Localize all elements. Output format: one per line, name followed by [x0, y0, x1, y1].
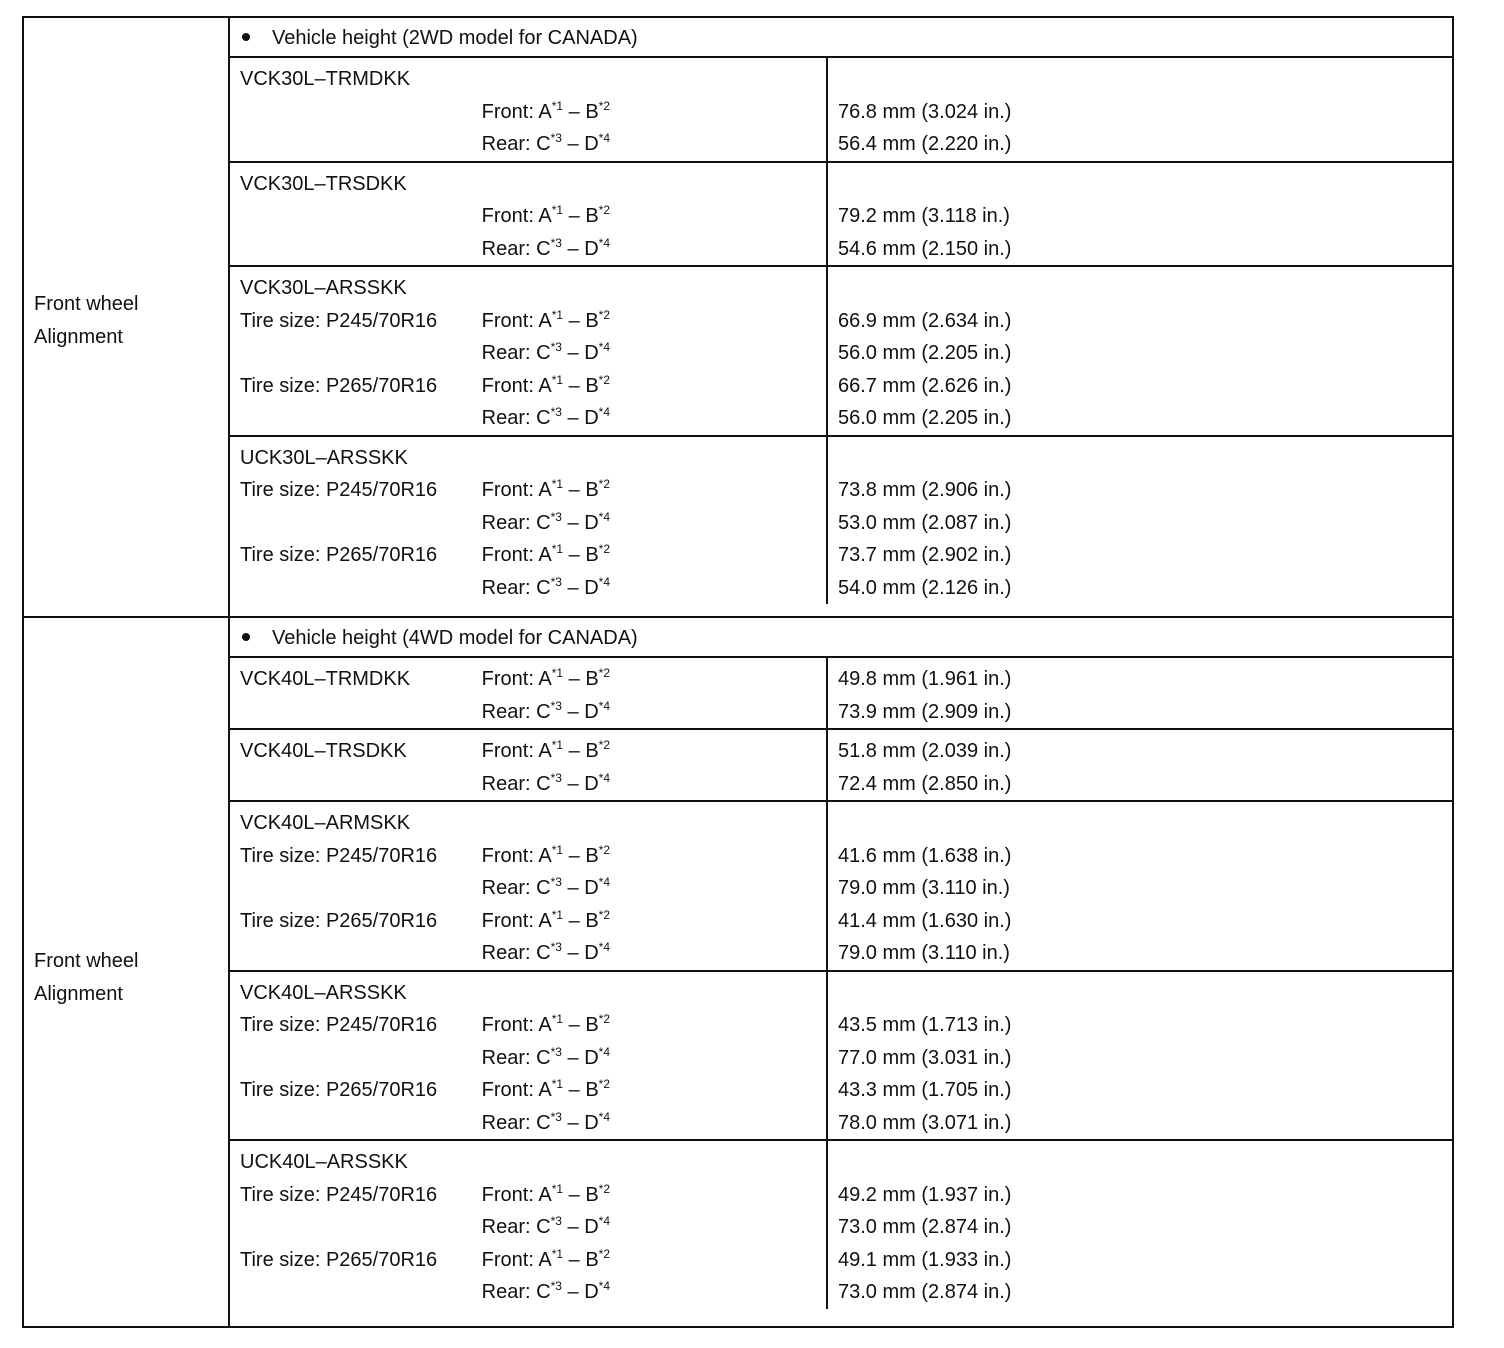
ref-point: B: [585, 740, 599, 762]
ref-point: D: [584, 877, 599, 899]
model-code: UCK40L–ARSSKK: [240, 1151, 408, 1173]
footnote-ref: *3: [550, 574, 562, 589]
spec-row: [230, 305, 1452, 338]
height-value: 79.0 mm (3.110 in.): [838, 877, 1010, 899]
height-value: 53.0 mm (2.087 in.): [838, 511, 1012, 534]
ref-point: C: [536, 700, 551, 723]
footnote-ref: *2: [598, 907, 610, 922]
label-line: Front wheel: [34, 950, 139, 972]
footnote-ref: *4: [598, 405, 610, 419]
measure-point: Front: $A^{*1} - B^{*2}$: [481, 203, 610, 227]
tire-size: Tire size: P245/70R16: [240, 1183, 438, 1206]
footnote-ref: *2: [598, 542, 610, 556]
position-name: Front: [481, 740, 529, 762]
measure-point: Front: $A^{*1} - B^{*2}$: [481, 1246, 610, 1271]
ref-point: A: [538, 668, 552, 690]
position-name: Front: [481, 1079, 529, 1101]
ref-point: C: [536, 1216, 551, 1238]
height-value: 73.0 mm (2.874 in.): [838, 1281, 1012, 1303]
bullet-icon: [242, 33, 250, 41]
measure-point: Rear: $C^{*3} - D^{*4}$: [481, 770, 610, 795]
ref-point: B: [585, 844, 599, 867]
footnote-ref: *3: [550, 1279, 562, 1293]
ref-point: A: [538, 479, 552, 501]
footnote-ref: *1: [551, 307, 564, 322]
ref-point: C: [536, 576, 551, 599]
label-line: Alignment: [34, 326, 123, 348]
model-block: [230, 267, 1452, 437]
ref-point: D: [584, 772, 599, 795]
height-value: 41.6 mm (1.638 in.): [838, 844, 1012, 867]
footnote-ref: *3: [550, 875, 562, 889]
footnote-ref: *1: [551, 1246, 564, 1261]
footnote-ref: *2: [598, 1077, 610, 1091]
footnote-ref: *2: [598, 203, 610, 217]
footnote-ref: *2: [598, 372, 610, 387]
model-row: [230, 63, 1452, 96]
footnote-ref: *3: [550, 405, 562, 419]
ref-point: B: [585, 479, 599, 501]
height-value: 49.2 mm (1.937 in.): [838, 1183, 1012, 1206]
ref-point: A: [538, 909, 552, 932]
model-code: VCK40L–TRSDKK: [240, 740, 407, 762]
ref-point: A: [538, 844, 552, 867]
height-value: 73.9 mm (2.909 in.): [838, 700, 1012, 723]
footnote-ref: *4: [598, 1109, 610, 1124]
spec-row: [230, 370, 1452, 403]
footnote-ref: *4: [598, 1214, 610, 1228]
position-name: Rear: [481, 1046, 526, 1069]
ref-point: A: [538, 740, 552, 762]
footnote-ref: *1: [551, 98, 564, 113]
footnote-ref: *3: [550, 235, 562, 250]
ref-point: B: [585, 100, 599, 123]
footnote-ref: *1: [551, 1077, 564, 1091]
model-row: [230, 272, 1452, 305]
ref-point: B: [585, 909, 599, 932]
model-row: [230, 442, 1452, 475]
bullet-icon: [242, 633, 250, 641]
position-name: Front: [481, 309, 529, 332]
footnote-ref: *3: [550, 1109, 562, 1124]
section-header-text: Vehicle height (2WD model for CANADA): [272, 27, 638, 49]
ref-point: D: [584, 407, 599, 429]
spec-row: [230, 200, 1452, 233]
tire-size: Tire size: P265/70R16: [240, 374, 438, 397]
measure-point: Rear: $C^{*3} - D^{*4}$: [481, 574, 610, 599]
ref-point: B: [585, 1248, 599, 1271]
ref-point: A: [538, 374, 552, 397]
height-value: 41.4 mm (1.630 in.): [838, 909, 1012, 932]
ref-point: D: [584, 942, 599, 964]
ref-point: C: [536, 511, 551, 534]
footnote-ref: *4: [598, 574, 610, 589]
section-2wd: [22, 16, 1454, 618]
footnote-ref: *1: [551, 666, 564, 680]
spec-row: [230, 1009, 1452, 1042]
height-value: 56.4 mm (2.220 in.): [838, 133, 1012, 155]
height-value: 76.8 mm (3.024 in.): [838, 100, 1012, 123]
position-name: Rear: [481, 942, 526, 964]
measure-point: Front: $A^{*1} - B^{*2}$: [481, 738, 610, 762]
spec-row: [230, 96, 1452, 129]
footnote-ref: *4: [598, 770, 610, 785]
tire-size: Tire size: P245/70R16: [240, 309, 438, 332]
model-row: [230, 807, 1452, 840]
footnote-ref: *1: [551, 1012, 564, 1026]
position-name: Rear: [481, 407, 526, 429]
spec-row: [230, 1042, 1452, 1075]
spec-row: [230, 1074, 1452, 1107]
footnote-ref: *4: [598, 509, 610, 524]
ref-point: A: [538, 100, 552, 123]
footnote-ref: *2: [598, 307, 610, 322]
position-name: Front: [481, 844, 529, 867]
model-code: UCK30L–ARSSKK: [240, 446, 408, 469]
footnote-ref: *2: [598, 666, 610, 680]
ref-point: A: [538, 1079, 552, 1101]
spec-row: [230, 905, 1452, 938]
position-name: Front: [481, 205, 529, 227]
height-value: 78.0 mm (3.071 in.): [838, 1111, 1012, 1134]
spec-row: [230, 572, 1452, 605]
position-name: Rear: [481, 700, 526, 723]
model-row: [230, 168, 1452, 201]
footnote-ref: *1: [551, 203, 564, 217]
position-name: Rear: [481, 511, 526, 534]
ref-point: D: [584, 133, 599, 155]
tire-size: Tire size: P265/70R16: [240, 1079, 438, 1101]
spec-row: [230, 128, 1452, 161]
height-value: 79.0 mm (3.110 in.): [838, 942, 1010, 964]
spec-row: [230, 402, 1452, 435]
height-value: 56.0 mm (2.205 in.): [838, 342, 1012, 364]
ref-point: A: [538, 309, 552, 332]
footnote-ref: *2: [598, 1181, 610, 1196]
spec-row: [230, 474, 1452, 507]
measure-point: Rear: $C^{*3} - D^{*4}$: [481, 940, 610, 964]
footnote-ref: *3: [550, 131, 562, 145]
measure-point: Rear: $C^{*3} - D^{*4}$: [481, 1214, 610, 1238]
position-name: Rear: [481, 1216, 526, 1238]
spec-row: [230, 768, 1452, 801]
measure-point: Rear: $C^{*3} - D^{*4}$: [481, 875, 610, 899]
measure-point: Front: $A^{*1} - B^{*2}$: [481, 907, 610, 932]
position-name: Front: [481, 1183, 529, 1206]
position-name: Front: [481, 479, 529, 501]
section-body: [230, 18, 1452, 616]
position-name: Front: [481, 100, 529, 123]
ref-point: D: [584, 1111, 599, 1134]
ref-point: B: [585, 205, 599, 227]
spec-row: [230, 1179, 1452, 1212]
tire-size: Tire size: P265/70R16: [240, 544, 438, 566]
height-value: 79.2 mm (3.118 in.): [838, 205, 1010, 227]
model-block: [230, 437, 1452, 605]
position-name: Rear: [481, 576, 526, 599]
spec-row: [230, 840, 1452, 873]
position-name: Rear: [481, 237, 526, 260]
height-value: 56.0 mm (2.205 in.): [838, 407, 1012, 429]
label-line: Front wheel: [34, 293, 139, 315]
ref-point: A: [538, 544, 552, 566]
ref-point: D: [584, 1046, 599, 1069]
ref-point: A: [538, 1248, 552, 1271]
spec-row: [230, 507, 1452, 540]
footnote-ref: *1: [551, 842, 564, 857]
footnote-ref: *4: [598, 940, 610, 954]
footnote-ref: *1: [551, 542, 564, 556]
ref-point: B: [585, 309, 599, 332]
spec-row: [230, 539, 1452, 572]
measure-point: Rear: $C^{*3} - D^{*4}$: [481, 1279, 610, 1303]
position-name: Rear: [481, 1281, 526, 1303]
height-value: 51.8 mm (2.039 in.): [838, 740, 1012, 762]
height-value: 54.0 mm (2.126 in.): [838, 576, 1012, 599]
footnote-ref: *3: [550, 698, 562, 713]
footnote-ref: *4: [598, 698, 610, 713]
spec-row: [230, 872, 1452, 905]
footnote-ref: *4: [598, 1044, 610, 1059]
spec-row: [230, 696, 1452, 729]
height-value: 49.1 mm (1.933 in.): [838, 1248, 1012, 1271]
model-code: VCK30L–TRSDKK: [240, 172, 407, 195]
measure-point: Rear: $C^{*3} - D^{*4}$: [481, 340, 610, 364]
section-header-text: Vehicle height (4WD model for CANADA): [272, 627, 638, 649]
footnote-ref: *1: [551, 738, 564, 752]
position-name: Front: [481, 668, 529, 690]
model-block: [230, 658, 1452, 730]
ref-point: C: [536, 1046, 551, 1069]
height-value: 66.9 mm (2.634 in.): [838, 309, 1012, 332]
position-name: Front: [481, 544, 529, 566]
tire-size: Tire size: P245/70R16: [240, 1014, 438, 1036]
ref-point: B: [585, 374, 599, 397]
footnote-ref: *2: [598, 842, 610, 857]
height-value: 66.7 mm (2.626 in.): [838, 374, 1012, 397]
ref-point: B: [585, 544, 599, 566]
ref-point: C: [536, 772, 551, 795]
measure-point: Front: $A^{*1} - B^{*2}$: [481, 542, 610, 566]
ref-point: D: [584, 576, 599, 599]
ref-point: C: [536, 342, 551, 364]
ref-point: D: [584, 237, 599, 260]
footnote-ref: *2: [598, 477, 610, 491]
height-value: 73.0 mm (2.874 in.): [838, 1216, 1012, 1238]
label-line: Alignment: [34, 983, 123, 1005]
footnote-ref: *4: [598, 875, 610, 889]
model-code: VCK30L–ARSSKK: [240, 277, 407, 299]
height-value: 73.7 mm (2.902 in.): [838, 544, 1012, 566]
position-name: Rear: [481, 1111, 526, 1134]
spec-row: [230, 735, 1452, 768]
section-label: [24, 18, 230, 616]
footnote-ref: *2: [598, 738, 610, 752]
section-body: [230, 618, 1452, 1326]
footnote-ref: *4: [598, 131, 610, 145]
footnote-ref: *2: [598, 98, 610, 113]
tire-size: Tire size: P265/70R16: [240, 1248, 438, 1271]
footnote-ref: *1: [551, 477, 564, 491]
model-row: [230, 977, 1452, 1010]
footnote-ref: *2: [598, 1012, 610, 1026]
spec-row: [230, 1107, 1452, 1140]
section-label-text: [34, 288, 214, 354]
ref-point: B: [585, 668, 599, 690]
height-value: 54.6 mm (2.150 in.): [838, 237, 1012, 260]
footnote-ref: *1: [551, 907, 564, 922]
spec-row: [230, 337, 1452, 370]
ref-point: D: [584, 700, 599, 723]
footnote-ref: *4: [598, 340, 610, 354]
height-value: 43.3 mm (1.705 in.): [838, 1079, 1012, 1101]
ref-point: B: [585, 1079, 599, 1101]
ref-point: A: [538, 1183, 552, 1206]
footnote-ref: *3: [550, 940, 562, 954]
ref-point: C: [536, 1281, 551, 1303]
position-name: Rear: [481, 133, 526, 155]
ref-point: C: [536, 237, 551, 260]
measure-point: Rear: $C^{*3} - D^{*4}$: [481, 131, 610, 155]
model-row: [230, 1146, 1452, 1179]
model-block: [230, 163, 1452, 268]
measure-point: Front: $A^{*1} - B^{*2}$: [481, 307, 610, 332]
position-name: Front: [481, 909, 529, 932]
footnote-ref: *3: [550, 1214, 562, 1228]
footnote-ref: *2: [598, 1246, 610, 1261]
measure-point: Front: $A^{*1} - B^{*2}$: [481, 666, 610, 690]
model-block: [230, 58, 1452, 163]
measure-point: Front: $A^{*1} - B^{*2}$: [481, 1181, 610, 1206]
footnote-ref: *3: [550, 770, 562, 785]
spec-row: [230, 663, 1452, 696]
section-header: [230, 618, 1452, 658]
model-block: [230, 802, 1452, 972]
section-header: [230, 18, 1452, 58]
spec-row: [230, 233, 1452, 266]
model-code: VCK40L–TRMDKK: [240, 668, 411, 690]
ref-point: C: [536, 133, 551, 155]
ref-point: C: [536, 877, 551, 899]
model-code: VCK40L–ARMSKK: [240, 812, 411, 834]
position-name: Front: [481, 1014, 529, 1036]
ref-point: B: [585, 1183, 599, 1206]
ref-point: C: [536, 407, 551, 429]
model-block: [230, 730, 1452, 802]
footnote-ref: *3: [550, 509, 562, 524]
measure-point: Rear: $C^{*3} - D^{*4}$: [481, 405, 610, 429]
height-value: 77.0 mm (3.031 in.): [838, 1046, 1012, 1069]
height-value: 43.5 mm (1.713 in.): [838, 1014, 1012, 1036]
height-value: 73.8 mm (2.906 in.): [838, 479, 1012, 501]
spec-row: [230, 1211, 1452, 1244]
ref-point: B: [585, 1014, 599, 1036]
section-label: [24, 618, 230, 1326]
spec-row: [230, 937, 1452, 970]
footnote-ref: *3: [550, 1044, 562, 1059]
model-block: [230, 1141, 1452, 1309]
model-block: [230, 972, 1452, 1142]
spec-row: [230, 1244, 1452, 1277]
ref-point: C: [536, 942, 551, 964]
position-name: Front: [481, 374, 529, 397]
ref-point: D: [584, 342, 599, 364]
ref-point: D: [584, 511, 599, 534]
section-label-text: [34, 945, 214, 1011]
tire-size: Tire size: P245/70R16: [240, 844, 438, 867]
tire-size: Tire size: P265/70R16: [240, 909, 438, 932]
height-value: 72.4 mm (2.850 in.): [838, 772, 1012, 795]
footnote-ref: *4: [598, 235, 610, 250]
model-code: VCK30L–TRMDKK: [240, 68, 411, 90]
measure-point: Rear: $C^{*3} - D^{*4}$: [481, 1044, 610, 1069]
position-name: Rear: [481, 772, 526, 795]
ref-point: D: [584, 1281, 599, 1303]
spec-row: [230, 1276, 1452, 1309]
ref-point: D: [584, 1216, 599, 1238]
ref-point: A: [538, 205, 552, 227]
measure-point: Rear: $C^{*3} - D^{*4}$: [481, 698, 610, 723]
model-code: VCK40L–ARSSKK: [240, 981, 407, 1004]
ref-point: C: [536, 1111, 551, 1134]
measure-point: Front: $A^{*1} - B^{*2}$: [481, 372, 610, 397]
measure-point: Rear: $C^{*3} - D^{*4}$: [481, 509, 610, 534]
position-name: Rear: [481, 342, 526, 364]
measure-point: Front: $A^{*1} - B^{*2}$: [481, 98, 610, 123]
position-name: Front: [481, 1248, 529, 1271]
measure-point: Front: $A^{*1} - B^{*2}$: [481, 477, 610, 501]
tire-size: Tire size: P245/70R16: [240, 479, 438, 501]
measure-point: Front: $A^{*1} - B^{*2}$: [481, 1077, 610, 1101]
footnote-ref: *4: [598, 1279, 610, 1293]
measure-point: Front: $A^{*1} - B^{*2}$: [481, 1012, 610, 1036]
footnote-ref: *1: [551, 1181, 564, 1196]
footnote-ref: *3: [550, 340, 562, 354]
measure-point: Rear: $C^{*3} - D^{*4}$: [481, 235, 610, 260]
measure-point: Front: $A^{*1} - B^{*2}$: [481, 842, 610, 867]
ref-point: A: [538, 1014, 552, 1036]
measure-point: Rear: $C^{*3} - D^{*4}$: [481, 1109, 610, 1134]
height-value: 49.8 mm (1.961 in.): [838, 668, 1012, 690]
section-4wd: [22, 616, 1454, 1328]
position-name: Rear: [481, 877, 526, 899]
footnote-ref: *1: [551, 372, 564, 387]
